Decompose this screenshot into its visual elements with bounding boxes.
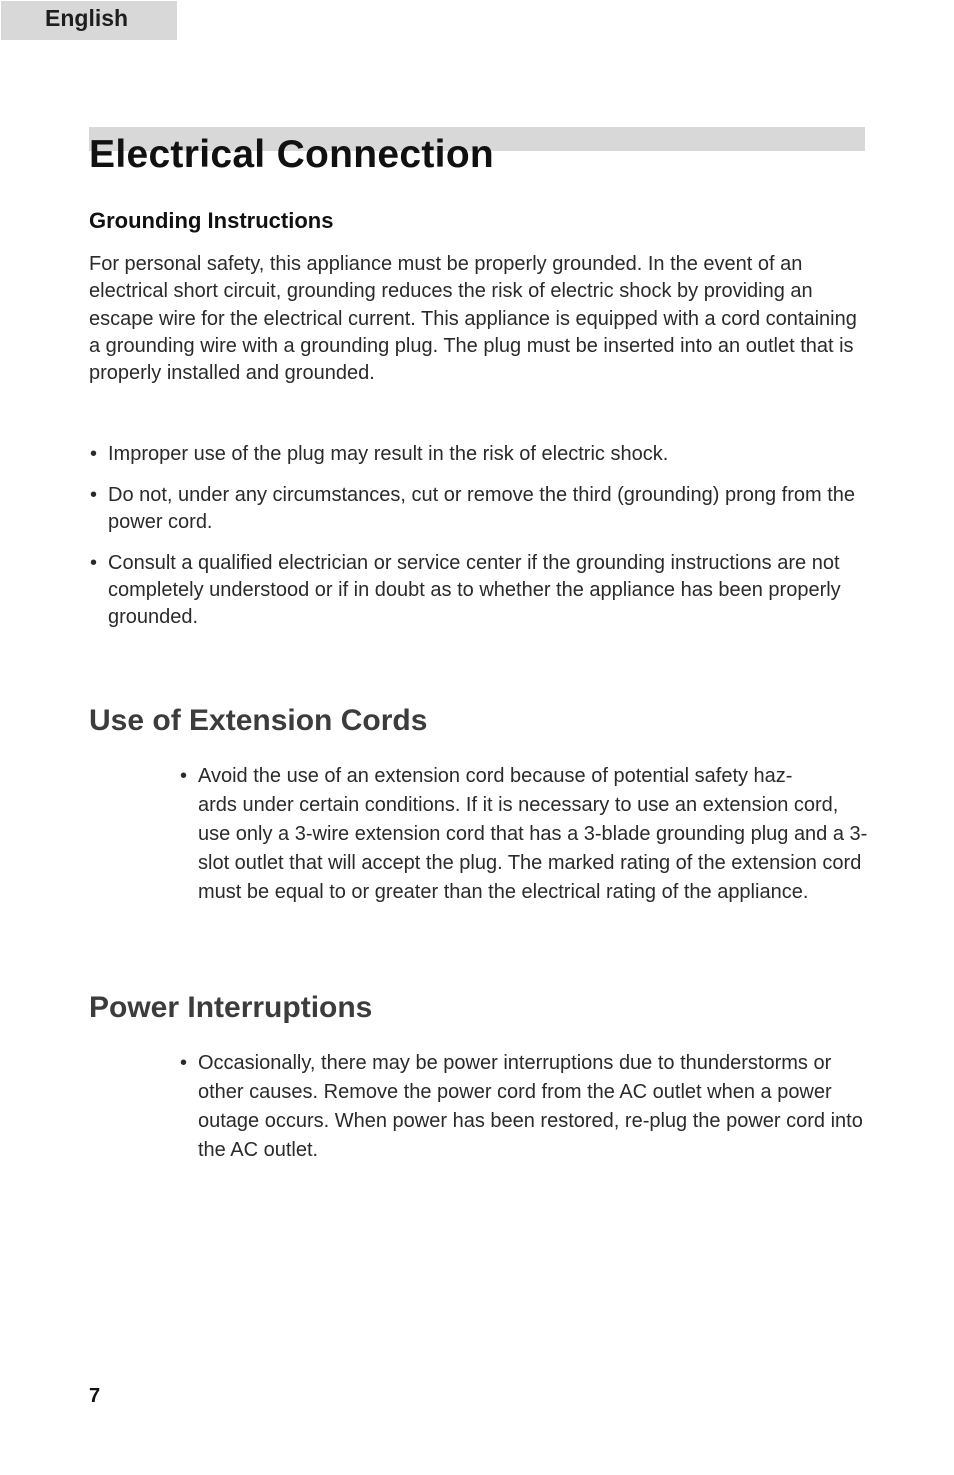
language-tab — [1, 1, 177, 40]
extension-bullet-list — [179, 762, 869, 907]
power-interruptions-heading: Power Interruptions — [89, 991, 373, 1024]
extension-bullet-text: Avoid the use of an extension cord because of potential safety haz- ards under certain conditions. If it is necessary to use an extension cord, use only a 3-wire extension cord that has a 3-blade grounding plug and a 3-slot outlet that will accept the plug. The marked rating of the extension cord must be equal to or greater than the electrical rating of the appliance. — [198, 765, 868, 903]
page-title: Electrical Connection — [89, 133, 495, 176]
list-item: • Occasionally, there may be power interruptions due to thunderstorms or other causes. Remove the power cord from the AC outlet when a power outage occurs. When power has been restored, re-plug the power cord into the AC outlet. — [179, 1049, 869, 1165]
grounding-paragraph: For personal safety, this appliance must be properly grounded. In the event of an electrical short circuit, grounding reduces the risk of electric shock by providing an escape wire for the electrical current. This appliance is equipped with a cord containing a grounding wire with a grounding plug. The plug must be inserted into an outlet that is properly installed and grounded. — [89, 253, 857, 385]
grounding-bullet-list — [89, 441, 869, 645]
page-number: 7 — [89, 1385, 101, 1407]
list-item: • Do not, under any circumstances, cut or remove the third (grounding) prong from the power cord. — [89, 482, 869, 537]
extension-cords-heading: Use of Extension Cords — [89, 704, 428, 737]
list-item — [179, 762, 869, 907]
language-label: English — [45, 5, 129, 31]
list-item: • Improper use of the plug may result in the risk of electric shock. — [89, 441, 869, 468]
power-bullet-list — [179, 1049, 869, 1165]
list-item: • Consult a qualified electrician or service center if the grounding instructions are not completely understood or if in doubt as to whether the appliance has been properly grounded. — [89, 550, 869, 632]
grounding-heading: Grounding Instructions — [89, 208, 334, 233]
